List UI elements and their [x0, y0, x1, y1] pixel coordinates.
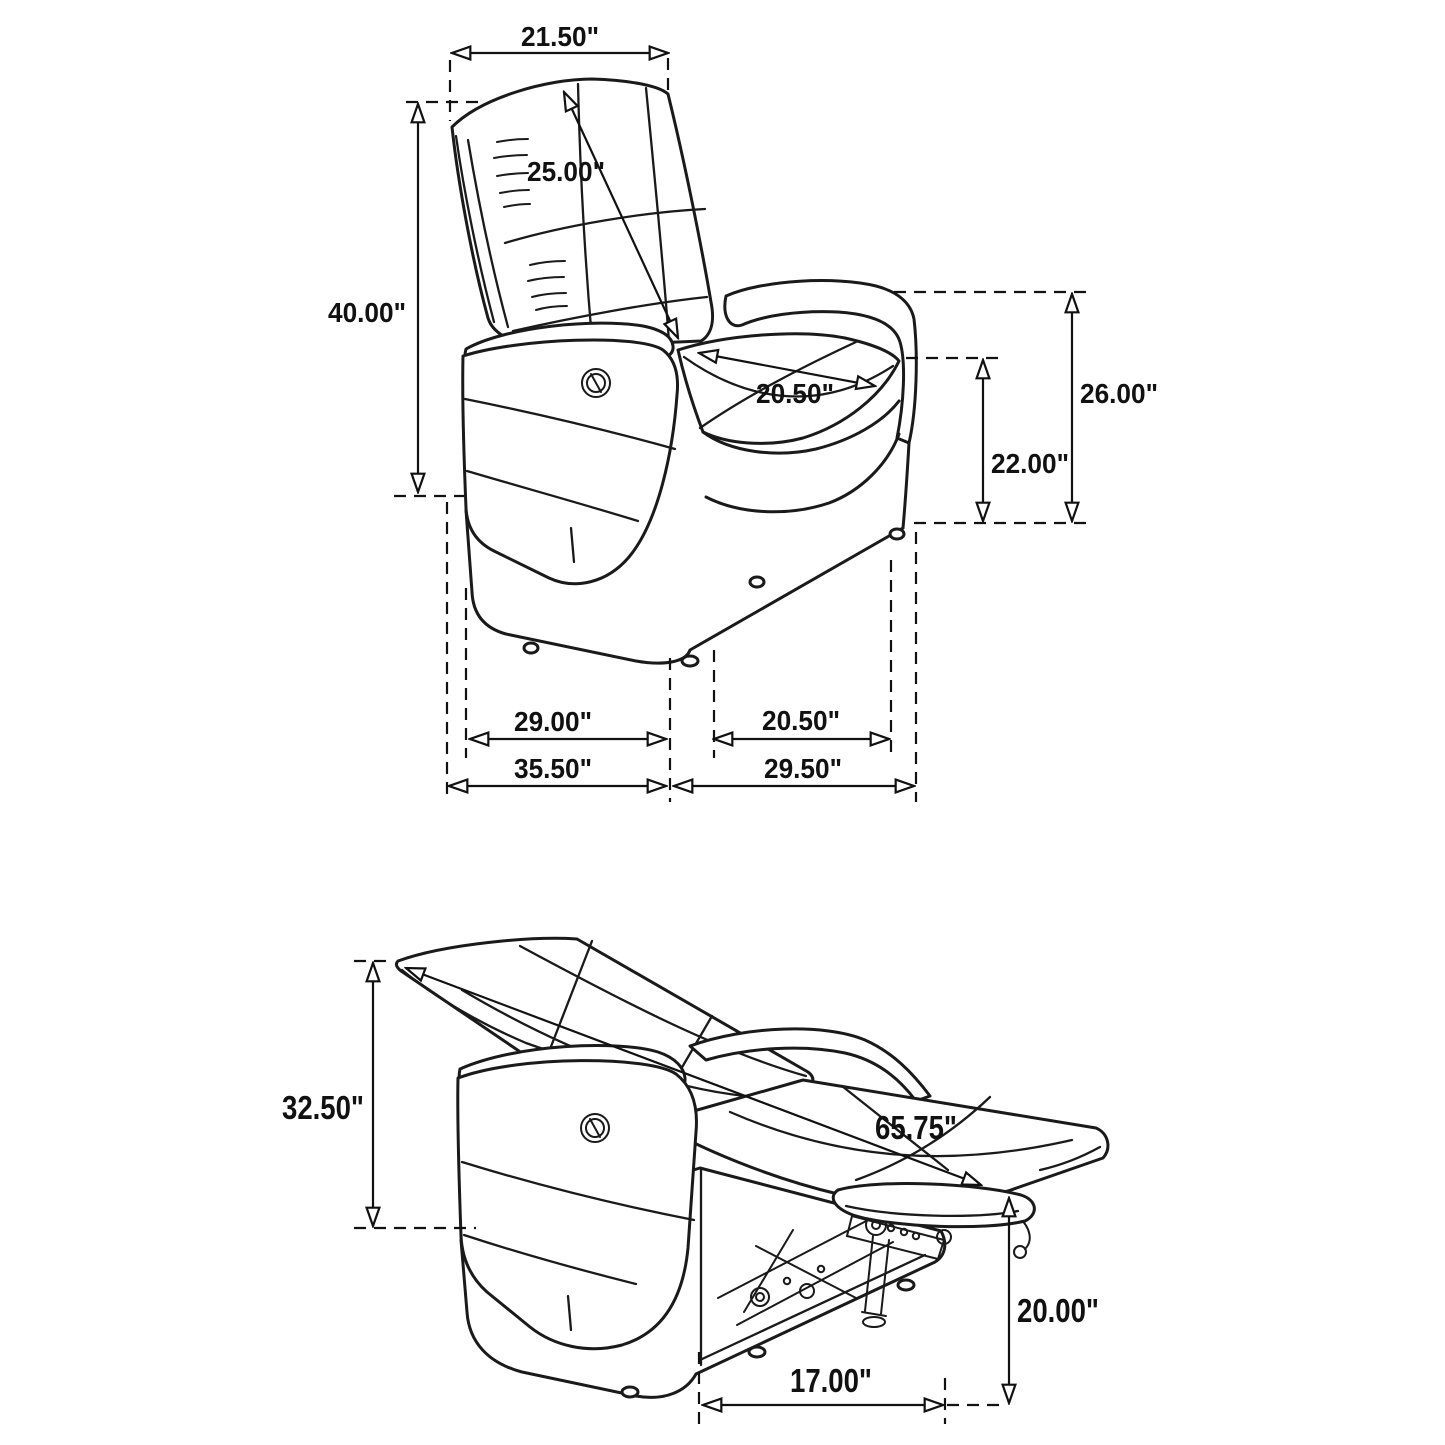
dim-label-backrest-length: 25.00" — [527, 156, 605, 187]
foot — [890, 529, 904, 539]
right-side-edge — [903, 443, 909, 528]
mechanism-strut-base — [862, 1312, 886, 1316]
dim-label-seat-back-height: 22.00" — [991, 448, 1069, 479]
dim-footrest-extension — [699, 1352, 945, 1424]
reclined-chair-art — [396, 938, 1107, 1397]
dim-label-overall-length: 65.75" — [875, 1109, 957, 1146]
dim-arm-height — [894, 292, 1158, 523]
upright-chair-art — [452, 79, 916, 666]
power-button — [582, 369, 610, 397]
dim-label-top-width: 21.50" — [521, 21, 599, 52]
mechanism-foot — [863, 1317, 885, 1327]
dim-label-back-height: 32.50" — [282, 1089, 364, 1126]
dim-legrest-height — [947, 1198, 1099, 1405]
dim-label-footrest-extension: 17.00" — [790, 1362, 872, 1399]
dim-label-overall-depth: 35.50" — [514, 753, 592, 784]
dim-label-overall-height: 40.00" — [328, 297, 406, 328]
dim-label-base-depth: 29.00" — [514, 706, 592, 737]
dim-seat-back-height — [906, 358, 1069, 521]
upright-view — [328, 21, 1158, 802]
dim-label-seat-width: 20.50" — [762, 705, 840, 736]
foot — [749, 1347, 765, 1357]
dim-label-seat-depth: 20.50" — [756, 378, 834, 409]
dim-label-legrest-height: 20.00" — [1017, 1292, 1099, 1329]
reclined-view — [282, 938, 1108, 1424]
left-armrest-panel — [463, 340, 678, 584]
foot — [622, 1387, 638, 1397]
dim-label-overall-width: 29.50" — [764, 753, 842, 784]
foot — [682, 656, 698, 666]
foot — [750, 577, 764, 587]
dim-label-arm-height: 26.00" — [1080, 378, 1158, 409]
foot — [898, 1280, 914, 1290]
power-button-reclined — [581, 1114, 609, 1142]
foot — [524, 643, 538, 653]
mechanism-roller — [1014, 1246, 1026, 1258]
